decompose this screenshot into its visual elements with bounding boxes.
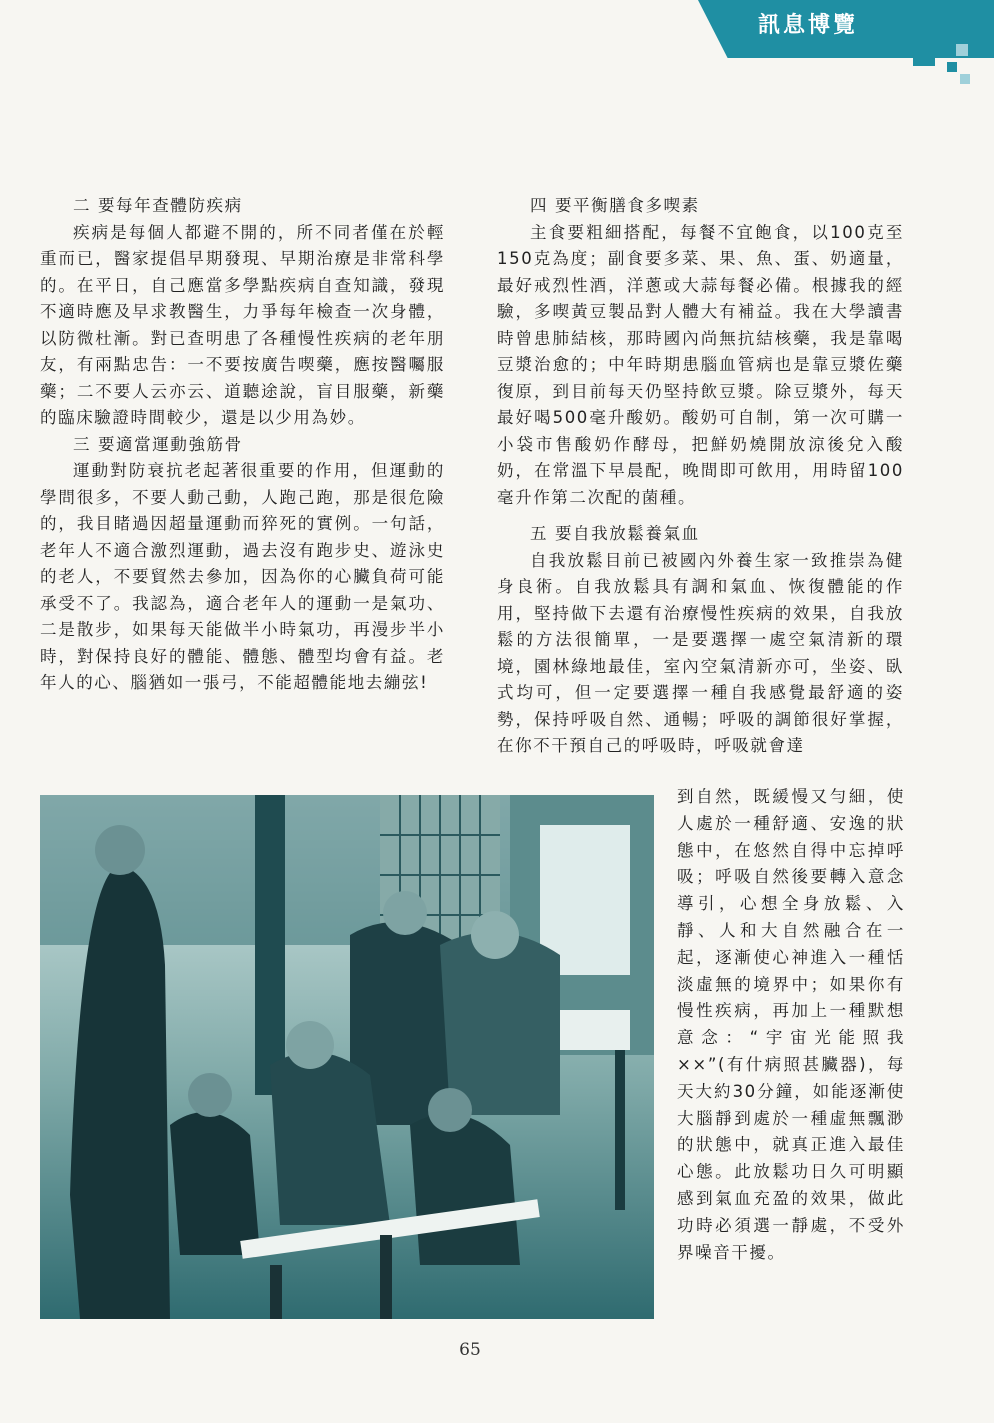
photo-illustration [40,795,654,1319]
section-4-body: 主食要粗細搭配，每餐不宜飽食，以100克至150克為度；副食要多菜、果、魚、蛋、奶適量，最好戒烈性酒，洋蔥或大蒜每餐必備。根據我的經驗，多喫黃豆製品對人體大有補益。我在大學讀書時曾患肺結核，那時國內尚無抗結核藥，我是靠喝豆漿治愈的；中年時期患腦血管病也是靠豆漿佐藥復原，到目前每天仍堅持飲豆漿。除豆漿外，每天最好喝500毫升酸奶。酸奶可自制，第一次可購一小袋市售酸奶作酵母，把鮮奶燒開放涼後兌入酸奶，在常溫下早晨配，晚間即可飲用，用時留100毫升作第二次配的菌種。 [497,222,904,507]
section-3-heading: 三 要適當運動強筋骨 [73,434,243,454]
decor-square [947,62,957,72]
section-4-heading: 四 要平衡膳食多喫素 [530,196,700,215]
section-5-body: 自我放鬆目前已被國內外養生家一致推崇為健身良術。自我放鬆具有調和氣血、恢復體能的作用，堅持做下去還有治療慢性疾病的效果，自我放鬆的方法很簡單，一是要選擇一處空氣清新的環境，園林綠地最佳，室內空氣清新亦可，坐姿、臥式均可，但一定要選擇一種自我感覺最舒適的姿勢，保持呼吸自然、通暢；呼吸的調節很好掌握，在你不干預自己的呼吸時，呼吸就會達 [497,550,904,755]
left-column [40,193,445,697]
decor-square [956,44,968,56]
right-column [497,193,904,760]
banner-stripe [900,14,994,16]
section-5-heading: 五 要自我放鬆養氣血 [530,524,700,543]
wrap-column [677,784,905,1266]
section-5-continued: 到自然，既緩慢又勻細，使人處於一種舒適、安逸的狀態中，在悠然自得中忘掉呼吸；呼吸自然後要轉入意念導引，心想全身放鬆、入靜、人和大自然融合在一起，逐漸使心神進入一種恬淡虛無的境界中；如果你有慢性疾病，再加上一種默想意念：“宇宙光能照我××”(有什病照甚臟器)，每天大約30分鐘，如能逐漸使大腦靜到處於一種虛無飄渺的狀態中，就真正進入最佳心態。此放鬆功日久可明顯感到氣血充盈的效果，做此功時必須選一靜處，不受外界噪音干擾。 [677,787,905,1262]
banner-stripe [900,22,994,24]
decor-square [960,74,970,84]
page-number: 65 [459,1340,481,1360]
decor-square [938,44,952,58]
banner-stripe [900,30,994,32]
decor-square [913,44,935,66]
section-title: 訊息博覽 [758,13,859,38]
street-scene-photo [40,795,654,1319]
section-2-body: 疾病是每個人都避不開的，所不同者僅在於輕重而已，醫家提倡早期發現、早期治療是非常科學的。在平日，自己應當多學點疾病自查知識，發現不適時應及早求教醫生，力爭每年檢查一次身體，以防微杜漸。對已查明患了各種慢性疾病的老年朋友，有兩點忠告：一不要按廣告喫藥，應按醫囑服藥；二不要人云亦云、道聽途說，盲目服藥，新藥的臨床驗證時間較少，還是以少用為妙。 [40,222,445,427]
section-2-heading: 二 要每年查體防疾病 [73,196,243,215]
section-3-body: 運動對防衰抗老起著很重要的作用，但運動的學問很多，不要人動己動，人跑己跑，那是很危險的，我目睹過因超量運動而猝死的實例。一句話，老年人不適合激烈運動，過去沒有跑步史、遊泳史的老人，不要貿然去參加，因為你的心臟負荷可能承受不了。我認為，適合老年人的運動一是氣功、二是散步，如果每天能做半小時氣功，再漫步半小時，對保持良好的體能、體態、體型均會有益。老年人的心、腦猶如一張弓，不能超體能地去繃弦! [40,461,445,692]
